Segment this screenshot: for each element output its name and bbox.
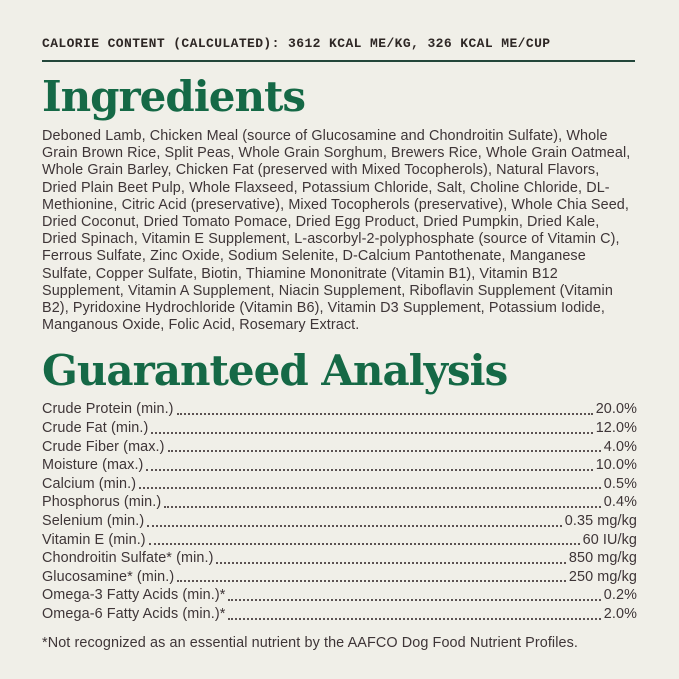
nutrient-label: Phosphorus (min.) [42,494,162,511]
table-row [42,456,637,475]
nutrient-value: 12.0% [595,420,637,437]
header-divider [42,60,635,62]
nutrient-label: Chondroitin Sulfate* (min.) [42,550,214,567]
leader-dots [228,599,600,601]
leader-dots [164,506,601,508]
ingredients-text: Deboned Lamb, Chicken Meal (source of Glucosamine and Chondroitin Sulfate), Whole Grain Brown Rice, Split Peas, Whole Grain Sorghum, Brewers Rice, Whole Grain Oatmeal, Whole Grain Barley, Chicken Fat (preserved with Mixed Tocopherols), Natural Flavors, Dried Plain Beet Pulp, Whole Flaxseed, Potassium Chloride, Salt, Choline Chloride, DL-Methionine, Citric Acid (preservative), Mixed Tocopherols (preservative), Whole Chia Seed, Dried Coconut, Dried Tomato Pomace, Dried Egg Product, Dried Pumpkin, Dried Kale, Dried Spinach, Vitamin E Supplement, L-ascorbyl-2-polyphosphate (source of Vitamin C), Ferrous Sulfate, Zinc Oxide, Sodium Selenite, D-Calcium Pantothenate, Manganese Sulfate, Copper Sulfate, Biotin, Thiamine Mononitrate (Vitamin B1), Vitamin B12 Supplement, Vitamin A Supplement, Niacin Supplement, Riboflavin Supplement (Vitamin B2), Pyridoxine Hydrochloride (Vitamin B6), Vitamin D3 Supplement, Potassium Iodide, Manganous Oxide, Folic Acid, Rosemary Extract. [42,128,631,334]
nutrient-label: Omega-3 Fatty Acids (min.)* [42,587,226,604]
nutrient-label: Selenium (min.) [42,513,145,529]
nutrient-value: 0.2% [603,587,637,604]
leader-dots [177,580,566,582]
table-row [42,531,637,550]
leader-dots [139,487,601,489]
nutrient-value: 20.0% [595,401,637,418]
leader-dots [151,432,592,434]
table-row [42,549,637,568]
nutrient-value: 0.4% [603,494,637,511]
table-row [42,493,637,512]
ingredients-title: Ingredients [42,72,306,121]
table-row [42,419,637,438]
nutrient-value: 0.35 mg/kg [564,513,637,529]
leader-dots [149,543,580,545]
nutrient-value: 10.0% [595,457,637,474]
guaranteed-analysis-title: Guaranteed Analysis [42,346,508,396]
leader-dots [168,450,601,452]
nutrient-label: Vitamin E (min.) [42,531,146,548]
ingredients-section [42,72,637,334]
nutrient-value: 250 mg/kg [568,568,637,585]
nutrient-value: 850 mg/kg [568,550,637,567]
nutrient-label: Crude Fiber (max.) [42,438,165,455]
nutrient-value: 2.0% [603,605,637,622]
nutrient-label: Moisture (max.) [42,457,144,474]
leader-dots [228,618,600,620]
leader-dots [147,525,562,527]
nutrient-value: 4.0% [603,438,637,455]
guaranteed-analysis-section [42,346,637,651]
nutrient-label: Glucosamine* (min.) [42,568,175,585]
nutrient-label: Crude Protein (min.) [42,401,174,418]
leader-dots [177,413,593,415]
table-row [42,475,637,494]
table-row [42,605,637,624]
leader-dots [216,562,565,564]
guaranteed-analysis-table [42,400,637,623]
table-row [42,400,637,419]
table-row [42,512,637,531]
nutrient-value: 60 IU/kg [582,531,637,548]
aafco-footnote: *Not recognized as an essential nutrient by the AAFCO Dog Food Nutrient Profiles. [42,634,579,651]
nutrient-label: Crude Fat (min.) [42,420,149,437]
nutrient-label: Omega-6 Fatty Acids (min.)* [42,605,226,622]
table-row [42,568,637,587]
nutrient-label: Calcium (min.) [42,475,137,492]
nutrient-value: 0.5% [603,475,637,492]
table-row [42,438,637,457]
table-row [42,586,637,605]
calorie-content-line: CALORIE CONTENT (CALCULATED): 3612 KCAL ME/KG, 326 KCAL ME/CUP [42,36,551,51]
leader-dots [146,469,592,471]
